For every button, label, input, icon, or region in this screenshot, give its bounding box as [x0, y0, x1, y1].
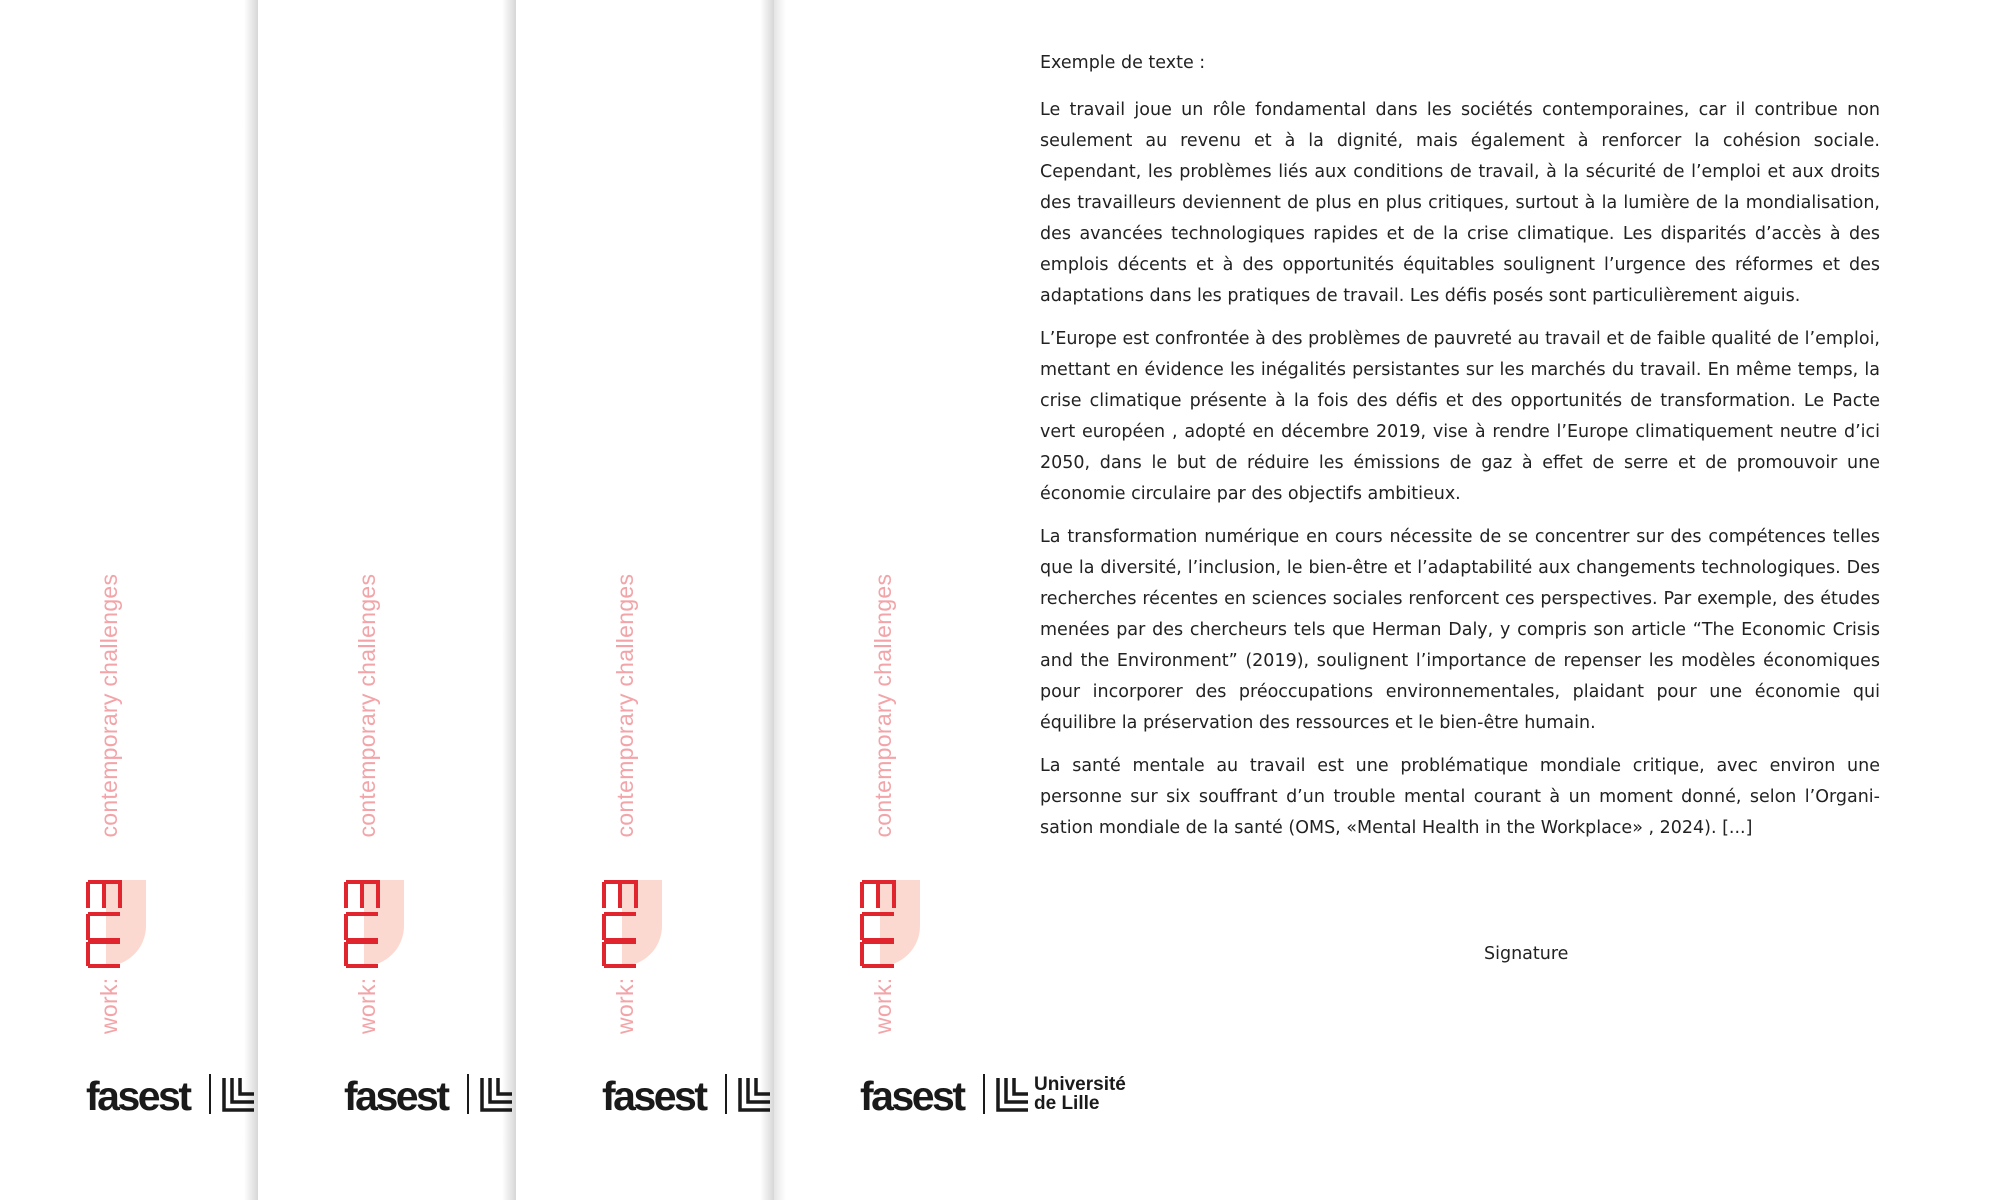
- letter-body: [1040, 48, 1880, 856]
- fasest-logo: fasest: [344, 1073, 448, 1119]
- logo-divider: [209, 1074, 211, 1114]
- stacked-sheet-1: [0, 0, 260, 1200]
- letter-paragraph-2: L’Europe est confrontée à des problèmes de pauvreté au travail et de faible qualité de l’emploi, mettant en évidence les inégalités persistantes sur les marchés du travail. En même temps, la crise climatique présente à la fois des défis et des opportunités de transformation. Le Pacte vert européen , adopté en décembre 2019, vise à rendre l’Europe climatiquement neutre d’ici 2050, dans le but de réduire les émissions de gaz à effet de serre et de promouvoir une économie circulaire par des objectifs ambitieux.: [1040, 329, 1880, 504]
- letter-paragraph-1: Le travail joue un rôle fondamental dans les sociétés contemporaines, car il contribue non seulement au revenu et à la dignité, mais également à renforcer la cohésion sociale. Cependant, les problèmes liés aux conditions de travail, à la sécurité de l’emploi et aux droits des travailleurs deviennent de plus en plus critiques, surtout à la lumière de la mondialisation, des avancées technologiques rapides et de la crise climatique. Les disparités d’accès à des emplois décents et à des opportunités équitables soulignent l’urgence des réformes et des adaptations dans les pratiques de travail. Les défis posés sont particulièrement aiguis.: [1040, 100, 1880, 306]
- university-line-1: Université: [1034, 1074, 1126, 1095]
- university-line-2: de Lille: [1034, 1093, 1100, 1114]
- fasest-logo: fasest: [860, 1073, 964, 1119]
- letter-intro: Exemple de texte :: [1040, 53, 1206, 73]
- universite-lille-mark: [222, 1078, 256, 1112]
- wcc-logo-mark: [858, 878, 922, 968]
- universite-lille-mark: [738, 1078, 772, 1112]
- fasest-logo: fasest: [86, 1073, 190, 1119]
- wcc-logo-mark: [342, 878, 406, 968]
- universite-lille-wordmark: [1034, 1075, 1126, 1113]
- stacked-sheet-3: [516, 0, 776, 1200]
- vertical-tagline: work:contemporary challenges: [870, 573, 896, 1034]
- letter-paragraph-3: La transformation numérique en cours nécessite de se concentrer sur des compétences telles que la diversité, l’inclusion, le bien-être et l’adaptabilité aux changements technologiques. Des recherches récentes en sciences sociales renforcent ces perspectives. Par exemple, des études menées par des chercheurs tels que Herman Daly, y compris son article “The Economic Crisis and the Environment” (2019), soulignent l’importance de repenser les modèles économiques pour incorporer des préoccupations environnementales, plaidant pour une économie qui équilibre la préservation des ressources et le bien-être humain.: [1040, 527, 1880, 733]
- wcc-logo-mark: [84, 878, 148, 968]
- fasest-logo: fasest: [602, 1073, 706, 1119]
- signature: Signature: [1484, 944, 1569, 964]
- logo-divider: [725, 1074, 727, 1114]
- vertical-tagline: work:contemporary challenges: [96, 573, 122, 1034]
- wcc-logo-mark: [600, 878, 664, 968]
- universite-lille-mark: [996, 1078, 1030, 1112]
- vertical-tagline: work:contemporary challenges: [612, 573, 638, 1034]
- logo-divider: [983, 1074, 985, 1114]
- letter-paragraph-4: La santé mentale au travail est une problématique mondiale critique, avec environ une personne sur six souffrant d’un trouble mental courant à un moment donné, selon l’Organisation mondiale de la santé (OMS, «Mental Health in the Workplace» , 2024). [...]: [1040, 756, 1880, 838]
- stacked-sheet-2: [258, 0, 518, 1200]
- logo-divider: [467, 1074, 469, 1114]
- vertical-tagline: work:contemporary challenges: [354, 573, 380, 1034]
- universite-lille-mark: [480, 1078, 514, 1112]
